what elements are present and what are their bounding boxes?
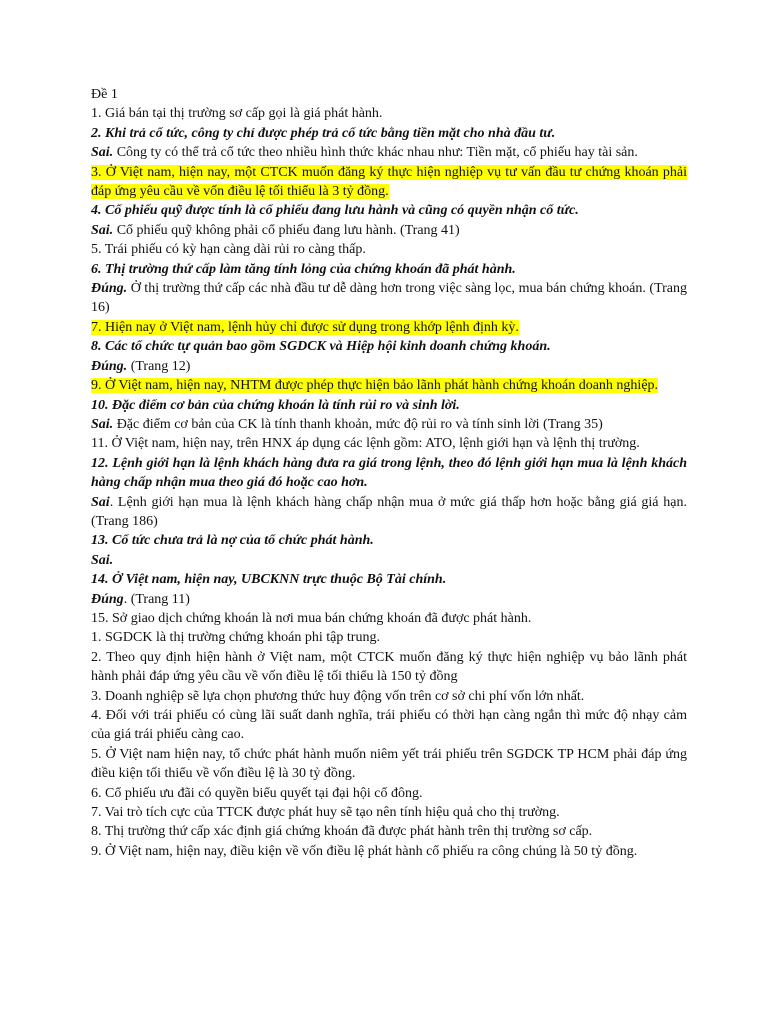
document-body [91, 104, 687, 861]
question-line: 8. Các tổ chức tự quản bao gồm SGDCK và Hiệp hội kinh doanh chứng khoán. [91, 339, 551, 355]
answer-verdict: Sai. [91, 222, 114, 238]
answer-line [91, 279, 687, 318]
answer-explanation: . (Trang 11) [123, 591, 190, 607]
answer-line [91, 143, 687, 162]
highlighted-question-line [91, 318, 687, 337]
answer-explanation: Ở thị trường thứ cấp các nhà đầu tư dễ dàng hơn trong việc sàng lọc, mua bán chứng khoán. (Trang 16) [91, 281, 687, 316]
highlight-marker: 3. Ở Việt nam, hiện nay, một CTCK muốn đăng ký thực hiện nghiệp vụ tư vấn đầu tư chứng khoán phải đáp ứng yêu cầu về vốn điều lệ tối thiểu là 3 tỷ đồng. [91, 164, 687, 200]
question-line: 10. Đặc điểm cơ bản của chứng khoán là tính rủi ro và sinh lời. [91, 397, 460, 413]
statement-line: 5. Ở Việt nam hiện nay, tổ chức phát hành muốn niêm yết trái phiếu trên SGDCK TP HCM phải đáp ứng điều kiện tối thiểu về vốn điều lệ là 30 tỷ đồng. [91, 746, 687, 782]
highlighted-question-line [91, 376, 687, 395]
answer-verdict: Đúng [91, 591, 124, 607]
statement-line: 5. Trái phiếu có kỳ hạn càng dài rủi ro càng thấp. [91, 242, 366, 258]
statement-line: 8. Thị trường thứ cấp xác định giá chứng khoán đã được phát hành trên thị trường sơ cấp. [91, 824, 593, 840]
answer-line [91, 357, 687, 376]
answer-explanation: Công ty có thể trả cổ tức theo nhiều hình thức khác nhau như: Tiền mặt, cổ phiếu hay tài sản. [113, 145, 638, 161]
question-line: 2. Khi trả cổ tức, công ty chỉ được phép trả cổ tức bằng tiền mặt cho nhà đầu tư. [91, 125, 556, 141]
statement-line: 11. Ở Việt nam, hiện nay, trên HNX áp dụng các lệnh gồm: ATO, lệnh giới hạn và lệnh thị trường. [91, 436, 640, 452]
answer-verdict: Sai. [91, 416, 114, 432]
answer-line [91, 415, 687, 434]
question-line: 6. Thị trường thứ cấp làm tăng tính lỏng của chứng khoán đã phát hành. [91, 261, 516, 277]
answer-explanation: . Lệnh giới hạn mua là lệnh khách hàng chấp nhận mua ở mức giá thấp hơn hoặc bằng giá giá hạn. (Trang 186) [91, 494, 687, 529]
answer-verdict: Sai [91, 494, 110, 510]
highlighted-question-line [91, 163, 687, 202]
statement-line: 3. Doanh nghiệp sẽ lựa chọn phương thức huy động vốn trên cơ sở chi phí vốn lớn nhất. [91, 688, 585, 704]
statement-line: 9. Ở Việt nam, hiện nay, điều kiện về vốn điều lệ phát hành cổ phiếu ra công chúng là 50 tỷ đồng. [91, 843, 638, 859]
statement-line: 2. Theo quy định hiện hành ở Việt nam, một CTCK muốn đăng ký thực hiện nghiệp vụ bảo lãnh phát hành phải đáp ứng yêu cầu về vốn điều lệ tối thiểu là 150 tỷ đồng [91, 649, 687, 685]
answer-verdict: Đúng. [91, 281, 128, 297]
document-title: Đề 1 [91, 87, 118, 102]
statement-line: 1. Giá bán tại thị trường sơ cấp gọi là giá phát hành. [91, 106, 383, 122]
answer-line [91, 221, 687, 240]
statement-line: 1. SGDCK là thị trường chứng khoán phi tập trung. [91, 630, 380, 646]
document-page [91, 85, 687, 861]
highlight-marker: 9. Ở Việt nam, hiện nay, NHTM được phép thực hiện bảo lãnh phát hành chứng khoán doanh nghiệp. [91, 378, 659, 394]
statement-line: 15. Sở giao dịch chứng khoán là nơi mua bán chứng khoán đã được phát hành. [91, 610, 532, 626]
question-line: 13. Cổ tức chưa trả là nợ của tổ chức phát hành. [91, 533, 374, 549]
question-line: 14. Ở Việt nam, hiện nay, UBCKNN trực thuộc Bộ Tài chính. [91, 572, 447, 588]
answer-explanation: Cổ phiếu quỹ không phải cổ phiếu đang lưu hành. (Trang 41) [113, 222, 460, 238]
highlight-marker: 7. Hiện nay ở Việt nam, lệnh hủy chỉ được sử dụng trong khớp lệnh định kỳ. [91, 319, 519, 335]
question-line: 12. Lệnh giới hạn là lệnh khách hàng đưa ra giá trong lệnh, theo đó lệnh giới hạn mua là lệnh khách hàng chấp nhận mua theo giá đó hoặc cao hơn. [91, 455, 687, 491]
statement-line: 4. Đối với trái phiếu có cùng lãi suất danh nghĩa, trái phiếu có thời hạn càng ngắn thì mức độ nhạy cảm của giá trái phiếu càng cao. [91, 708, 687, 743]
answer-line [91, 493, 687, 532]
answer-line [91, 590, 687, 609]
question-line: 4. Cổ phiếu quỹ được tính là cổ phiếu đang lưu hành và cũng có quyền nhận cổ tức. [91, 203, 579, 219]
question-line: Sai. [91, 552, 114, 568]
answer-verdict: Đúng. [91, 358, 128, 374]
answer-verdict: Sai. [91, 145, 114, 161]
answer-explanation: Đặc điểm cơ bản của CK là tính thanh khoản, mức độ rủi ro và tính sinh lời (Trang 35) [113, 416, 603, 432]
statement-line: 6. Cổ phiếu ưu đãi có quyền biểu quyết tại đại hội cổ đông. [91, 785, 423, 801]
answer-explanation: (Trang 12) [127, 358, 191, 374]
statement-line: 7. Vai trò tích cực của TTCK được phát huy sẽ tạo nên tính hiệu quả cho thị trường. [91, 805, 560, 821]
